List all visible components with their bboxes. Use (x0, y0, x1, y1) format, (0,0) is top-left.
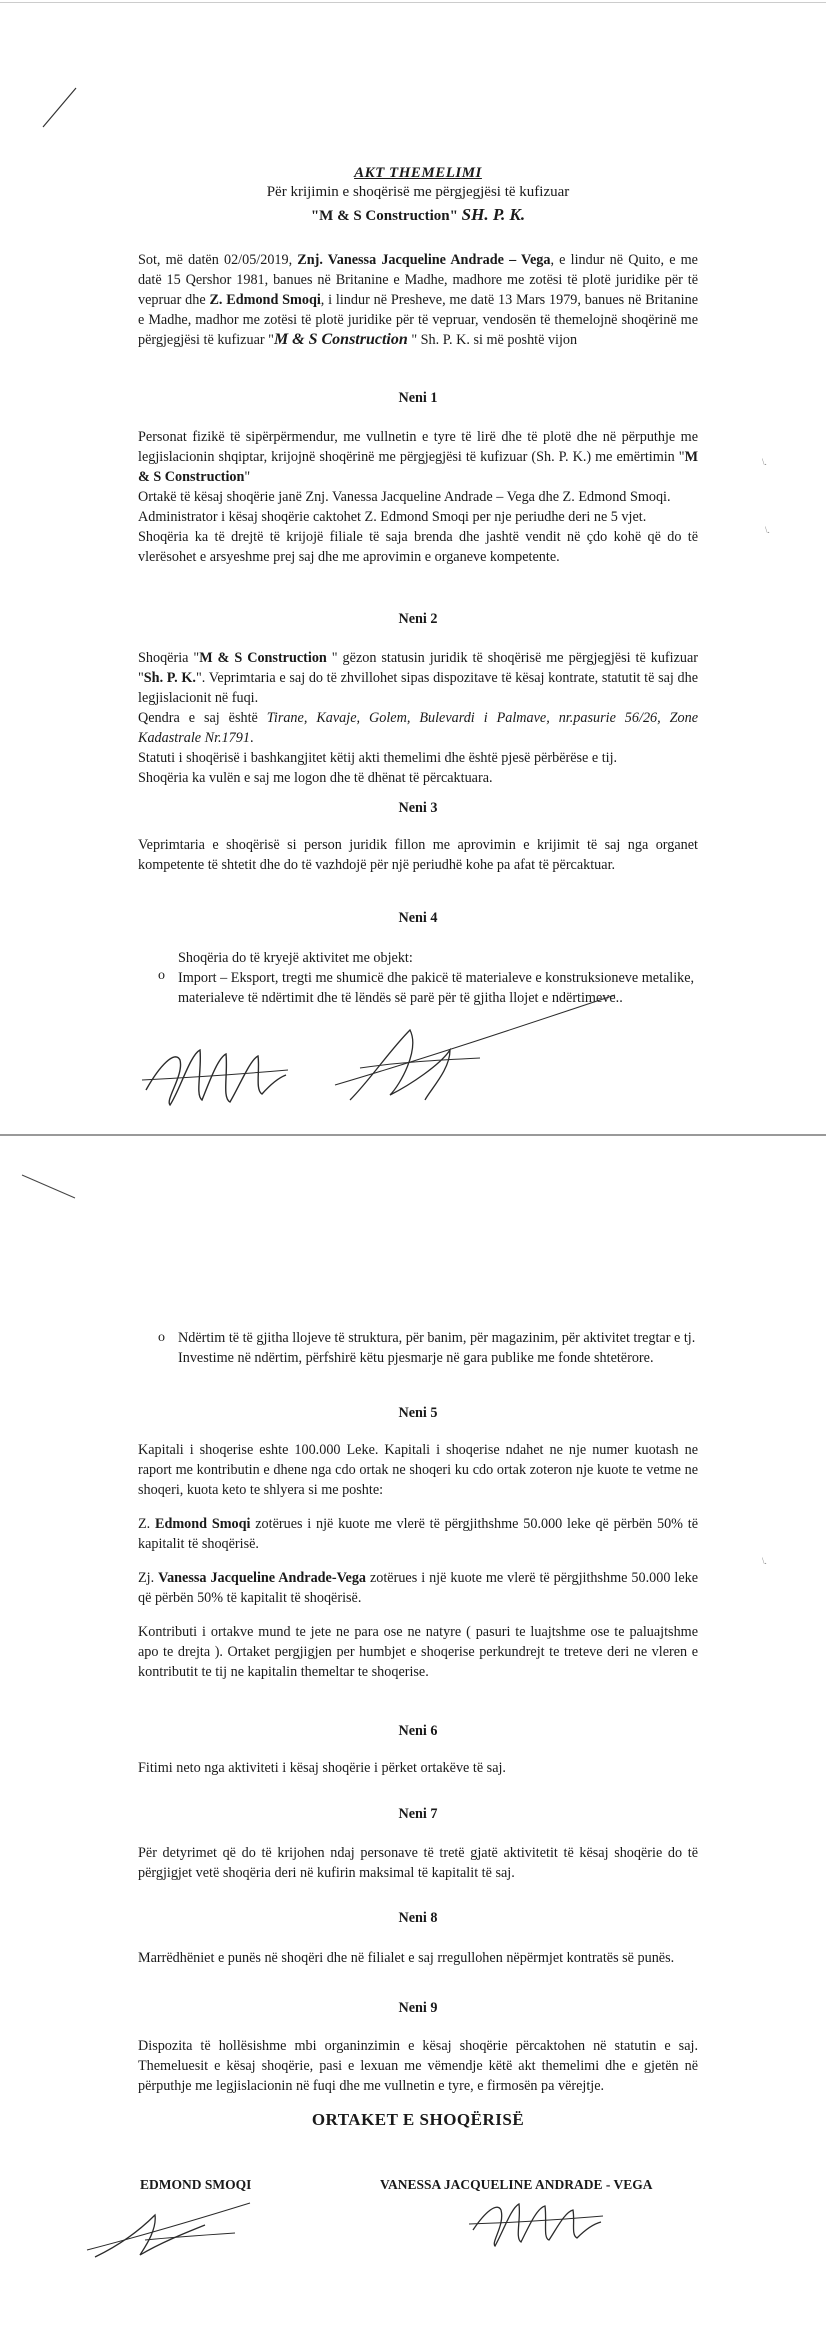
company-suffix: SH. P. K. (461, 205, 526, 224)
neni-1-company: M & S Construction (138, 449, 698, 485)
neni-5-partner-2: Vanessa Jacqueline Andrade-Vega (158, 1570, 367, 1586)
scan-corner-mark (20, 1173, 80, 1203)
neni-7-text: Për detyrimet që do të krijohen ndaj personave të tretë gjatë aktivitetit të kësaj shoqërie do të përgjigjet vetë shoqëria deri në kufirin maksimal të kapitalit të saj. (138, 1845, 698, 1881)
neni-8-heading: Neni 8 (398, 1910, 438, 1926)
neni-5-heading: Neni 5 (398, 1405, 438, 1421)
page-gap (0, 1138, 826, 1168)
neni-5-body (138, 1440, 698, 1682)
neni-5-contributions: Kontributi i ortakve mund te jete ne para ose ne natyre ( pasuri te luajtshme ose te paluajtshme apo te drejta ). Ortaket pergjigjen per humbjet e shoqerise perkundrejt te treteve deri ne vleren e kontributit te tij ne kapitalin themeltar te shoqerise. (138, 1624, 698, 1680)
margin-mark: \. (765, 525, 770, 535)
neni-1-administrator: Administrator i kësaj shoqërie caktohet Z. Edmond Smoqi per nje periudhe deri ne 5 vjet. (138, 509, 647, 525)
neni-5-partner-1: Edmond Smoqi (155, 1516, 251, 1532)
signer-edmond-name: EDMOND SMOQI (140, 2177, 252, 2192)
margin-mark: \. (762, 457, 767, 467)
intro-text-3: , i lindur në Presheve, me datë 13 Mars 1979, banues në Britanine e Madhe, madhor me zotësi të plotë juridike për të vepruar, vendosën të themelojnë shoqërinë me përgjegjësi të kufizuar " (138, 292, 698, 348)
neni-5-title-1: Z. (138, 1516, 155, 1532)
neni-3-text: Veprimtaria e shoqërisë si person juridik fillon me aprovimin e krijimit të saj nga organet kompetente të shtetit dhe do të vazhdojë për një periudhë kohe pa afat të përcaktuar. (138, 837, 698, 873)
neni-3-heading: Neni 3 (398, 800, 438, 816)
neni-2-type: Sh. P. K. (143, 670, 196, 686)
neni-5-share-2: zotërues i një kuote me vlerë të përgjithshme 50.000 leke që përbën 50% të kapitalit të shoqërisë. (138, 1570, 699, 1606)
neni-2-seat-end: . (249, 730, 254, 746)
neni-2-body (138, 648, 698, 788)
bullet-icon: o (158, 968, 165, 983)
document-subtitle: Për krijimin e shoqërisë me përgjegjësi të kufizuar (266, 184, 570, 200)
neni-1-quote: " (244, 469, 251, 485)
neni-6-heading: Neni 6 (398, 1723, 438, 1739)
neni-2-text-3: ". Veprimtaria e saj do të zhvillohet sipas dispozitave të kësaj kontrate, statutit të saj dhe legjislacionit në fuqi. (138, 670, 698, 706)
intro-text-2: , e lindur në Quito, e me datë 15 Qershor 1981, banues në Britanine e Madhe, madhore me zotësi të plotë juridike për të vepruar dhe (138, 252, 698, 308)
intro-partner-1: Znj. Vanessa Jacqueline Andrade – Vega (297, 252, 551, 268)
document-title: AKT THEMELIMI (354, 165, 482, 181)
company-name: "M & S Construction" (310, 208, 458, 224)
neni-5-share-1: zotërues i një kuote me vlerë të përgjithshme 50.000 leke që përbën 50% të kapitalit të shoqërisë. (138, 1516, 699, 1552)
pen-stroke-mark (40, 85, 80, 130)
neni-9-text: Dispozita të hollësishme mbi organinzimin e kësaj shoqërie përcaktohen në statutin e saj. Themeluesit e kësaj shoqërie, pasi e lexuan me vëmendje këtë akt themelimi dhe e gjetën në përputhje me legjislacionin në fuqi dhe me vullnetin e tyre, e firmosën pa vërejtje. (138, 2038, 698, 2094)
page-1 (0, 0, 826, 1138)
signer-vanessa-name: VANESSA JACQUELINE ANDRADE - VEGA (380, 2177, 653, 2192)
signature-edmond-page1 (330, 990, 620, 1110)
margin-mark: \. (762, 1556, 767, 1566)
neni-1-body (138, 427, 698, 567)
neni-9-heading: Neni 9 (398, 2000, 438, 2016)
scan-edge-line (0, 2, 826, 3)
neni-2-heading: Neni 2 (398, 611, 438, 627)
partners-heading: ORTAKET E SHOQËRISË (311, 2110, 525, 2129)
neni-4-item-2: Ndërtim të të gjitha llojeve të struktura, për banim, për magazinim, për aktivitet tregtar e tj. Investime në ndërtim, përfshirë këtu pjesmarje në gara publike me fonde shtetërore. (178, 1330, 696, 1366)
neni-7-heading: Neni 7 (398, 1806, 438, 1822)
signature-vanessa-page1 (140, 1020, 290, 1115)
intro-partner-2: Z. Edmond Smoqi (209, 292, 321, 308)
bullet-icon: o (158, 1330, 165, 1345)
neni-4-heading: Neni 4 (398, 910, 438, 926)
page-break-line (0, 1134, 826, 1136)
neni-5-title-2: Zj. (138, 1570, 159, 1586)
neni-1-branches: Shoqëria ka të drejtë të krijojë filiale të saja brenda dhe jashtë vendit në çdo kohë që do të vlerësohet e arsyeshme prej saj dhe me aprovimin e organeve kompetente. (138, 529, 698, 565)
neni-2-seat-label: Qendra e saj është (138, 710, 267, 726)
neni-3-body (138, 835, 698, 875)
intro-company: M & S Construction (273, 331, 408, 348)
neni-8-text: Marrëdhëniet e punës në shoqëri dhe në filialet e saj rregullohen nëpërmjet kontratës së punës. (138, 1950, 675, 1966)
intro-paragraph (138, 250, 698, 350)
neni-2-company: M & S Construction (199, 650, 327, 666)
neni-1-heading: Neni 1 (398, 390, 438, 406)
neni-4-item-1: Import – Eksport, tregti me shumicë dhe pakicë të materialeve e konstruksioneve metalike, materialeve të ndërtimit dhe të lëndës së parë për të gjitha llojet e ndërtimeve.. (178, 970, 695, 1006)
neni-2-seal: Shoqëria ka vulën e saj me logon dhe të dhënat të përcaktuara. (138, 770, 493, 786)
company-name-line (138, 205, 698, 225)
neni-5-capital: Kapitali i shoqerise eshte 100.000 Leke. Kapitali i shoqerise ndahet ne nje numer kuotash ne raport me kontributin e dhene nga cdo ortak ne shoqeri ku cdo ortak zoteron nje kuote te vetme ne shoqeri, kuota keto te shlyera si me poshte: (138, 1442, 698, 1498)
neni-1-partners: Ortakë të kësaj shoqërie janë Znj. Vanessa Jacqueline Andrade – Vega dhe Z. Edmond Smoqi. (138, 489, 671, 505)
neni-1-text: Personat fizikë të sipërpërmendur, me vullnetin e tyre të lirë dhe të plotë dhe në përputhje me legjislacionin shqiptar, krijojnë shoqërinë me përgjegjësi të kufizuar (Sh. P. K.) me emërtimin " (138, 429, 698, 465)
neni-2-seat-address: Tirane, Kavaje, Golem, Bulevardi i Palmave, nr.pasurie 56/26, Zone Kadastrale Nr.1791 (138, 710, 698, 746)
neni-6-text: Fitimi neto nga aktiviteti i kësaj shoqërie i përket ortakëve të saj. (138, 1760, 506, 1776)
signature-edmond (85, 2195, 255, 2265)
intro-text-1: Sot, më datën 02/05/2019, (138, 252, 298, 268)
intro-text-4: " Sh. P. K. si më poshtë vijon (407, 332, 578, 348)
neni-2-text-1: Shoqëria " (138, 650, 200, 666)
neni-4-intro: Shoqëria do të kryejë aktivitet me objekt: (178, 950, 413, 966)
page-2 (0, 1168, 826, 2338)
signature-vanessa (465, 2180, 605, 2255)
neni-2-text-2: " gëzon statusin juridik të shoqërisë me përgjegjësi të kufizuar " (138, 650, 699, 686)
neni-2-statute: Statuti i shoqërisë i bashkangjitet këtij akti themelimi dhe është pjesë përbërëse e tij. (138, 750, 618, 766)
